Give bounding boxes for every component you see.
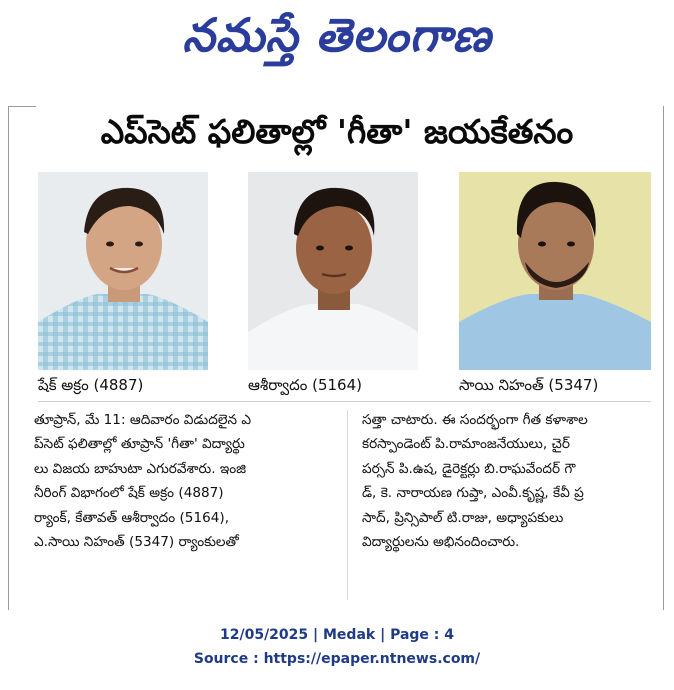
footer-dateline: 12/05/2025 | Medak | Page : 4 <box>219 627 455 643</box>
body-line: లు విజయ బాహుటా ఎగురవేశారు. ఇంజి <box>34 460 247 477</box>
body-line: డ్, కె. నారాయణ గుప్తా, ఎంవీ.కృష్ణ, కేవీ ప్ర <box>362 485 584 502</box>
student-photo-2 <box>248 172 418 370</box>
body-line: ఎ.సాయి నిహంత్ (5347) ర్యాంకులతో <box>34 534 239 551</box>
body-line: పర్సన్ పి.ఉష, డైరెక్టర్లు బి.రాఘవేందర్ గౌ <box>362 460 576 477</box>
column-divider <box>347 410 348 600</box>
caption-divider <box>38 401 651 402</box>
newspaper-logo: నమస్తే తెలంగాణ <box>182 8 492 62</box>
article-headline: ఎప్‌సెట్ ఫలితాల్లో 'గీతా' జయకేతనం <box>100 111 574 151</box>
article-body-left-column <box>34 408 334 554</box>
body-line: విద్యార్థులను అభినందించారు. <box>362 534 520 551</box>
masthead <box>0 0 674 70</box>
body-line: నీరింగ్ విభాగంలో షేక్ అక్రం (4887) <box>34 485 224 502</box>
article-body-right-column <box>362 408 662 554</box>
student-photo-3 <box>459 172 651 370</box>
photo-caption-2: ఆశీర్వాదం (5164) <box>248 376 362 394</box>
body-line: కరస్పాండెంట్ పి.రామాంజనేయులు, చైర్ <box>362 436 570 453</box>
body-line: తూప్రాన్, మే 11: ఆదివారం విడుదలైన ఎ <box>34 412 252 428</box>
photo-caption-1: షేక్ అక్రం (4887) <box>38 376 144 394</box>
photo-caption-3: సాయి నిహంత్ (5347) <box>459 376 599 394</box>
clipping-corner <box>8 106 36 107</box>
footer-source-link[interactable]: Source : https://epaper.ntnews.com/ <box>193 651 481 667</box>
body-line: సత్తా చాటారు. ఈ సందర్భంగా గీత కళాశాల <box>362 412 588 428</box>
body-line: ర్యాంక్, కేతావత్ ఆశీర్వాదం (5164), <box>34 509 230 526</box>
student-photo-1 <box>38 172 208 370</box>
body-line: ప్‌సెట్ ఫలితాల్లో తూప్రాన్ 'గీతా' విద్యార్థు <box>34 436 245 453</box>
body-line: సాద్, ప్రిన్సిపాల్ టి.రాజు, అధ్యాపకులు <box>362 509 564 526</box>
